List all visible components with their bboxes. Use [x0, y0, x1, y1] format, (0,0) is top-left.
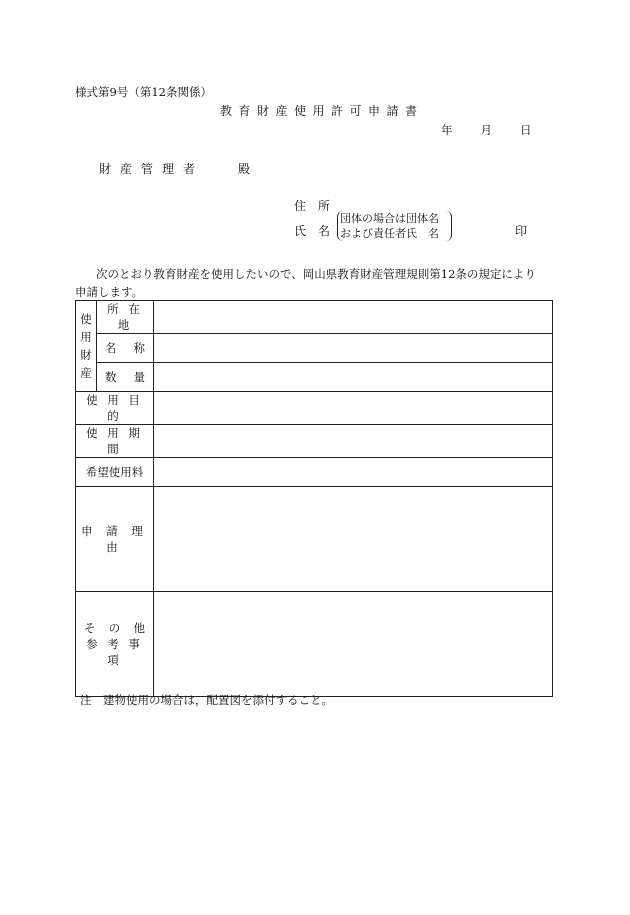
group-name-note-line2: および責任者氏 名 — [340, 227, 439, 240]
seal-mark: 印 — [515, 224, 528, 238]
table-row — [76, 487, 553, 592]
location-label: 所 在 地 — [97, 301, 154, 334]
quantity-field[interactable] — [154, 363, 553, 392]
application-statement — [75, 265, 560, 301]
period-label: 使 用 期 間 — [76, 425, 154, 458]
other-notes-field[interactable] — [154, 592, 553, 697]
statement-line-1: 次のとおり教育財産を使用したいので、岡山県教育財産管理規則第12条の規定により — [96, 267, 536, 281]
table-row — [76, 592, 553, 697]
form-number: 様式第9号（第12条関係） — [75, 85, 212, 99]
location-field[interactable] — [154, 301, 553, 334]
date-year-label: 年 — [441, 123, 453, 137]
fee-field[interactable] — [154, 458, 553, 487]
reason-label: 申 請 理 由 — [76, 487, 154, 592]
other-notes-label: そ の 他 参 考 事 項 — [76, 592, 154, 697]
addressee-honorific: 殿 — [238, 162, 251, 176]
address-label: 住 所 — [294, 199, 331, 213]
table-row — [76, 458, 553, 487]
reason-field[interactable] — [154, 487, 553, 592]
addressee-name: 財産管理者 — [99, 162, 205, 176]
date-month-label: 月 — [480, 123, 492, 137]
table-row — [76, 301, 553, 334]
fee-label: 希望使用料 — [76, 458, 154, 487]
name-label: 氏 名 — [294, 224, 331, 238]
property-name-field[interactable] — [154, 334, 553, 363]
addressee — [99, 160, 250, 177]
group-name-note-line1: 団体の場合は団体名 — [340, 212, 439, 225]
table-row — [76, 363, 553, 392]
property-name-label: 名 称 — [97, 334, 154, 363]
table-row — [76, 334, 553, 363]
document-title: 教育財産使用許可申請書 — [220, 104, 424, 118]
table-row — [76, 425, 553, 458]
date-day-label: 日 — [520, 123, 532, 137]
statement-line-2: 申請します。 — [75, 285, 144, 299]
date-line — [441, 122, 532, 138]
footnote: 注 建物使用の場合は，配置図を添付すること。 — [80, 693, 333, 707]
table-row — [76, 392, 553, 425]
purpose-field[interactable] — [154, 392, 553, 425]
purpose-label: 使 用 目 的 — [76, 392, 154, 425]
quantity-label: 数 量 — [97, 363, 154, 392]
application-table — [75, 300, 553, 697]
property-group-label: 使 用 財 産 — [76, 301, 97, 392]
group-name-note — [337, 211, 452, 241]
period-field[interactable] — [154, 425, 553, 458]
